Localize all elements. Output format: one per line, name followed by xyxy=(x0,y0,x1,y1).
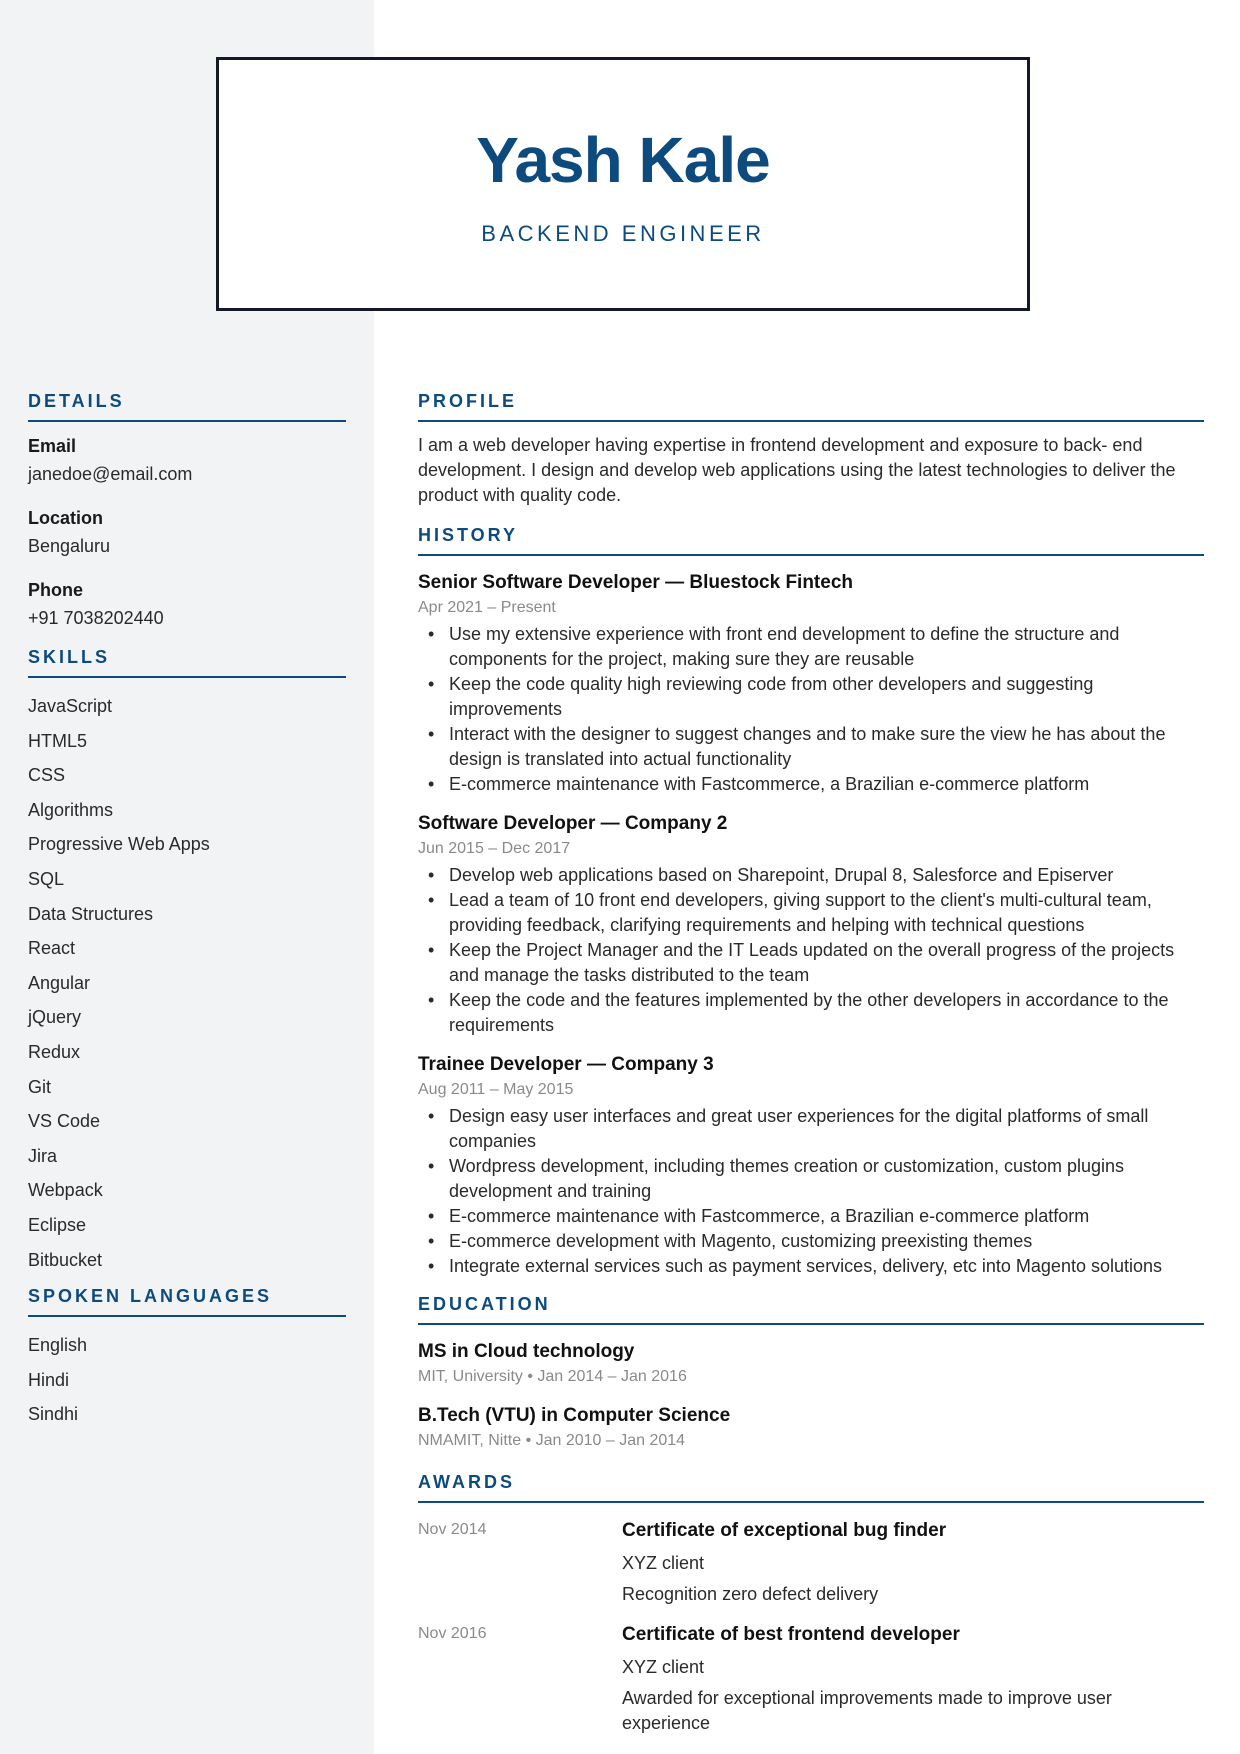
profile-text: I am a web developer having expertise in frontend development and exposure to back- end development. I design and develop web applications using the latest technologies to deliver the product with quality code. xyxy=(418,435,1176,505)
skill-item: jQuery xyxy=(28,1007,82,1028)
history-heading: HISTORY xyxy=(418,524,1204,556)
skill-item: Eclipse xyxy=(28,1214,87,1235)
job-bullet: • Design easy user interfaces and great user experiences for the digital platforms of small companies xyxy=(418,1104,1204,1154)
languages-list xyxy=(28,1328,346,1432)
job-title: Trainee Developer — Company 3 xyxy=(418,1054,714,1075)
skill-item: Angular xyxy=(28,972,91,993)
languages-heading: SPOKEN LANGUAGES xyxy=(28,1285,346,1317)
award-title: Certificate of best frontend developer xyxy=(622,1624,960,1645)
email-value: janedoe@email.com xyxy=(28,464,193,484)
skill-item: HTML5 xyxy=(28,730,88,751)
education-heading: EDUCATION xyxy=(418,1293,1204,1325)
awards-heading: AWARDS xyxy=(418,1471,1204,1503)
award-issuer: XYZ client xyxy=(622,1553,705,1573)
job-bullet: • E-commerce development with Magento, customizing preexisting themes xyxy=(418,1229,1204,1254)
job-bullet: • Keep the Project Manager and the IT Leads updated on the overall progress of the projects and manage the tasks distributed to the team xyxy=(418,938,1204,988)
skills-heading: SKILLS xyxy=(28,646,346,678)
job-bullet: • Develop web applications based on Sharepoint, Drupal 8, Salesforce and Episerver xyxy=(418,863,1204,888)
skill-item: Jira xyxy=(28,1145,58,1166)
job-bullet: • E-commerce maintenance with Fastcommerce, a Brazilian e-commerce platform xyxy=(418,1204,1204,1229)
skill-item: Algorithms xyxy=(28,799,114,820)
job-bullet: • Lead a team of 10 front end developers, giving support to the client's multi-cultural team, providing feedback, clarifying requirements and helping with technical questions xyxy=(418,888,1204,938)
phone-value: +91 7038202440 xyxy=(28,608,164,628)
education-entry xyxy=(418,1403,1204,1453)
education-meta: MIT, University • Jan 2014 – Jan 2016 xyxy=(418,1368,687,1385)
main-content xyxy=(418,390,1204,1736)
job-entry xyxy=(418,570,1204,797)
skill-item: Bitbucket xyxy=(28,1249,103,1270)
job-dates: Aug 2011 – May 2015 xyxy=(418,1081,574,1098)
location-value: Bengaluru xyxy=(28,536,111,556)
job-bullet: • Integrate external services such as payment services, delivery, etc into Magento solutions xyxy=(418,1254,1204,1279)
award-entry xyxy=(418,1517,1204,1607)
skill-item: Progressive Web Apps xyxy=(28,834,210,855)
language-item: Sindhi xyxy=(28,1404,79,1425)
education-degree: B.Tech (VTU) in Computer Science xyxy=(418,1405,731,1426)
award-description: Awarded for exceptional improvements made to improve user experience xyxy=(622,1688,1112,1733)
candidate-name: Yash Kale xyxy=(476,124,770,196)
language-item: Hindi xyxy=(28,1369,70,1390)
award-description: Recognition zero defect delivery xyxy=(622,1584,879,1604)
skill-item: SQL xyxy=(28,868,65,889)
detail-label: Email xyxy=(28,436,77,456)
job-bullets xyxy=(418,1104,1204,1279)
award-issuer: XYZ client xyxy=(622,1657,705,1677)
job-bullet: • E-commerce maintenance with Fastcommerce, a Brazilian e-commerce platform xyxy=(418,772,1204,797)
award-date: Nov 2016 xyxy=(418,1625,487,1642)
detail-location xyxy=(28,504,346,560)
skill-item: JavaScript xyxy=(28,696,113,716)
job-bullet: • Wordpress development, including themes creation or customization, custom plugins development and training xyxy=(418,1154,1204,1204)
award-entry xyxy=(418,1621,1204,1736)
job-bullet: • Keep the code and the features implemented by the other developers in accordance to the requirements xyxy=(418,988,1204,1038)
job-bullet: • Interact with the designer to suggest changes and to make sure the view he has about the design is translated into actual functionality xyxy=(418,722,1204,772)
job-title: Software Developer — Company 2 xyxy=(418,813,728,834)
education-degree: MS in Cloud technology xyxy=(418,1341,635,1362)
details-heading: DETAILS xyxy=(28,390,346,422)
detail-label: Location xyxy=(28,508,103,528)
job-bullets xyxy=(418,863,1204,1038)
skill-item: VS Code xyxy=(28,1111,101,1132)
detail-label: Phone xyxy=(28,580,84,600)
skill-item: React xyxy=(28,938,76,959)
profile-heading: PROFILE xyxy=(418,390,1204,422)
job-entry xyxy=(418,811,1204,1038)
skill-item: Git xyxy=(28,1076,52,1097)
sidebar xyxy=(28,390,346,1432)
skills-list xyxy=(28,689,346,1277)
job-bullet: • Use my extensive experience with front end development to define the structure and components for the project, making sure they are reusable xyxy=(418,622,1204,672)
job-dates: Apr 2021 – Present xyxy=(418,599,556,616)
resume-header xyxy=(216,57,1030,311)
education-entry xyxy=(418,1339,1204,1389)
award-body xyxy=(622,1517,1204,1607)
skill-item: Redux xyxy=(28,1041,81,1062)
award-date: Nov 2014 xyxy=(418,1521,487,1538)
job-bullets xyxy=(418,622,1204,797)
candidate-job-title: BACKEND ENGINEER xyxy=(481,221,765,246)
job-dates: Jun 2015 – Dec 2017 xyxy=(418,840,571,857)
job-entry xyxy=(418,1052,1204,1279)
language-item: English xyxy=(28,1335,88,1356)
detail-phone xyxy=(28,576,346,632)
job-title: Senior Software Developer — Bluestock Fintech xyxy=(418,572,853,593)
detail-email xyxy=(28,432,346,488)
skill-item: CSS xyxy=(28,765,66,786)
award-title: Certificate of exceptional bug finder xyxy=(622,1520,947,1541)
award-body xyxy=(622,1621,1204,1736)
skill-item: Data Structures xyxy=(28,903,154,924)
job-bullet: • Keep the code quality high reviewing code from other developers and suggesting improvements xyxy=(418,672,1204,722)
education-meta: NMAMIT, Nitte • Jan 2010 – Jan 2014 xyxy=(418,1432,686,1449)
skill-item: Webpack xyxy=(28,1180,103,1201)
